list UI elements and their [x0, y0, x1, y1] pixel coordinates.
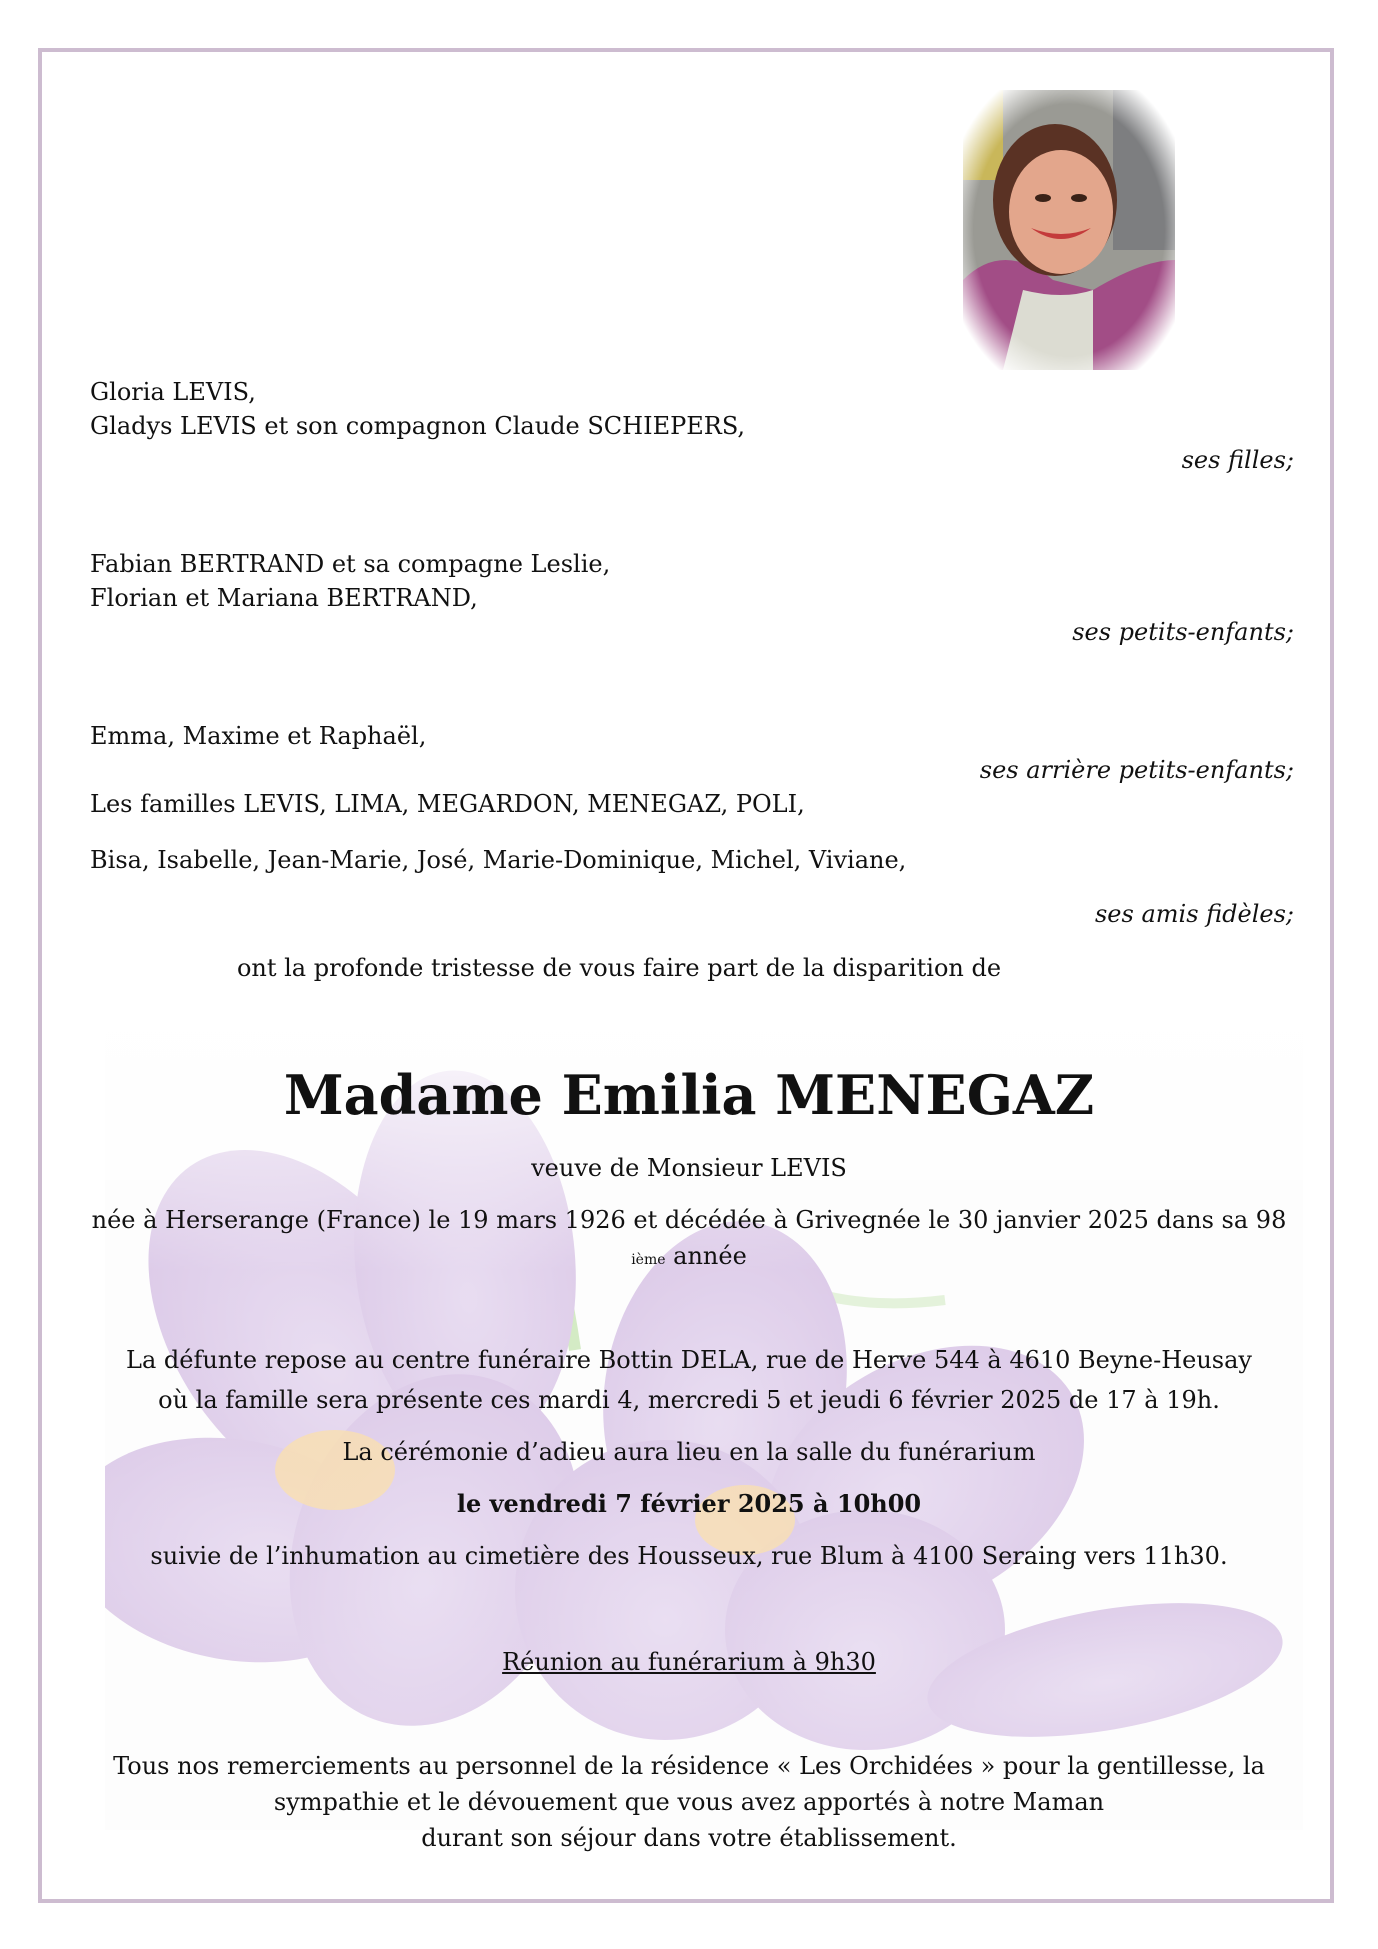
- friends-label: ses amis fidèles;: [1094, 900, 1294, 928]
- announcement: ont la profonde tristesse de vous faire part de la disparition de: [236, 954, 1002, 982]
- daughter-2: Gladys LEVIS et son compagnon Claude SCHIEPERS,: [90, 412, 746, 440]
- friends: Bisa, Isabelle, Jean-Marie, José, Marie-Dominique, Michel, Viviane,: [90, 846, 907, 874]
- grandchildren-label: ses petits-enfants;: [1072, 618, 1294, 646]
- great-grandchildren: Emma, Maxime et Raphaël,: [90, 722, 427, 750]
- ceremony: La cérémonie d’adieu aura lieu en la salle du funérarium: [342, 1438, 1036, 1466]
- grandchild-2: Florian et Mariana BERTRAND,: [90, 584, 478, 612]
- repose-line-1: La défunte repose au centre funéraire Bottin DELA, rue de Herve 544 à 4610 Beyne-Heusay: [126, 1346, 1252, 1374]
- age-suffix: année: [665, 1242, 747, 1270]
- age-year: [80, 1240, 1298, 1276]
- repose-line-2: où la famille sera présente ces mardi 4, mercredi 5 et jeudi 6 février 2025 de 17 à 19h.: [158, 1386, 1220, 1414]
- daughter-1: Gloria LEVIS,: [90, 378, 256, 406]
- thanks-line-1: Tous nos remerciements au personnel de la résidence « Les Orchidées » pour la gentillesse, la: [113, 1752, 1265, 1780]
- grandchild-1: Fabian BERTRAND et sa compagne Leslie,: [90, 550, 611, 578]
- burial: suivie de l’inhumation au cimetière des Housseux, rue Blum à 4100 Seraing vers 11h30.: [150, 1542, 1228, 1570]
- meeting: Réunion au funérarium à 9h30: [502, 1648, 876, 1676]
- great-grandchildren-label: ses arrière petits-enfants;: [979, 756, 1294, 784]
- age-suffix-sup: ième: [631, 1252, 666, 1268]
- ceremony-date: le vendredi 7 février 2025 à 10h00: [456, 1489, 922, 1518]
- daughters-label: ses filles;: [1181, 446, 1294, 474]
- birth-death: née à Herserange (France) le 19 mars 1926 et décédée à Grivegnée le 30 janvier 2025 dans sa 98: [91, 1206, 1287, 1234]
- portrait-photo: [963, 90, 1175, 370]
- families: Les familles LEVIS, LIMA, MEGARDON, MENEGAZ, POLI,: [90, 790, 805, 818]
- widow-of: veuve de Monsieur LEVIS: [531, 1154, 847, 1182]
- deceased-name: Madame Emilia MENEGAZ: [283, 1063, 1095, 1127]
- thanks-line-2: sympathie et le dévouement que vous avez apportés à notre Maman: [273, 1788, 1105, 1816]
- thanks-line-3: durant son séjour dans votre établissement.: [421, 1824, 957, 1852]
- violet-flower-illustration: [105, 1030, 1303, 1830]
